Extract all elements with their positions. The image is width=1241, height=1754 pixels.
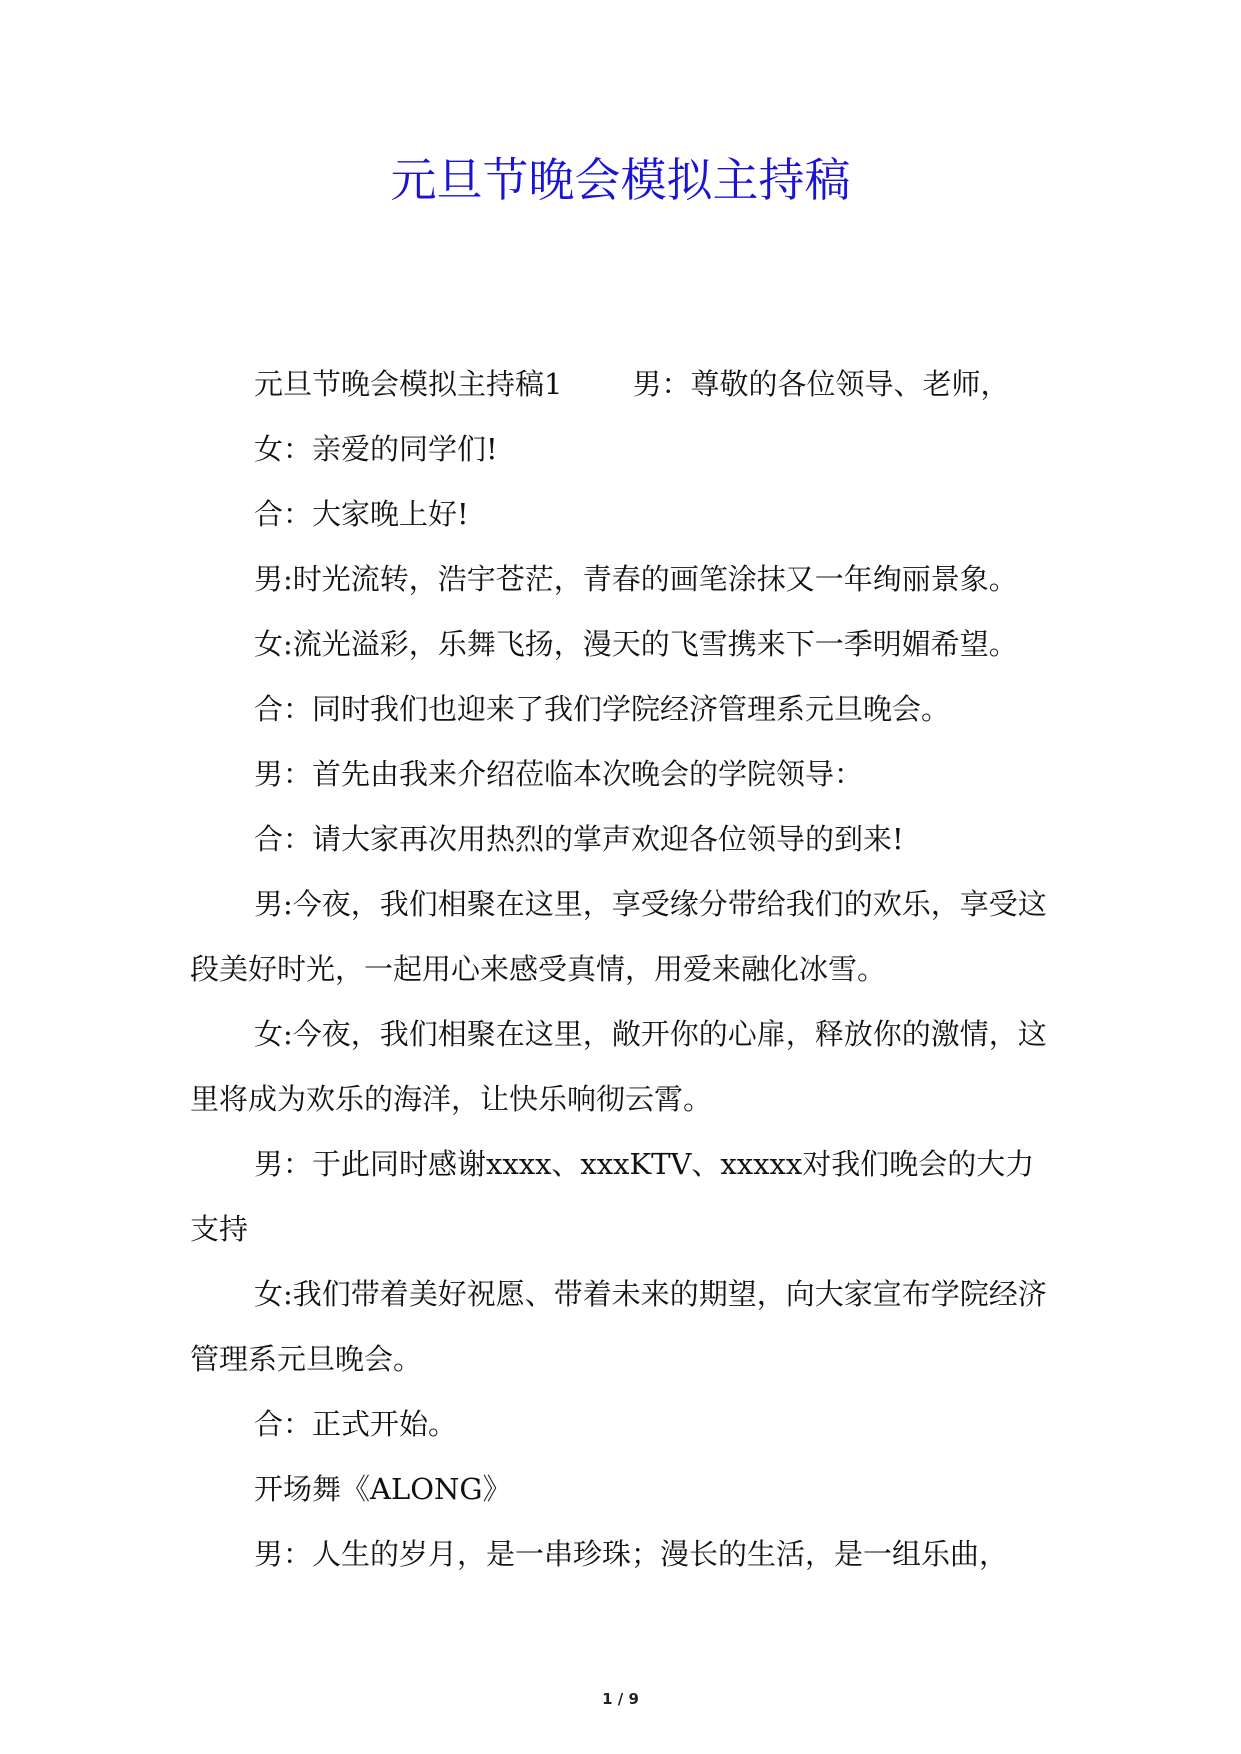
paragraph: 合：大家晚上好! [254, 497, 469, 531]
paragraph: 男：于此同时感谢xxxx、xxxKTV、xxxxx对我们晚会的大力支持 [190, 1147, 1035, 1246]
paragraph: 合：同时我们也迎来了我们学院经济管理系元旦晚会。 [254, 692, 951, 726]
paragraph: 男:时光流转，浩宇苍茫，青春的画笔涂抹又一年绚丽景象。 [254, 562, 1018, 596]
paragraph: 女:流光溢彩，乐舞飞扬，漫天的飞雪携来下一季明媚希望。 [254, 627, 1018, 661]
paragraph: 合：正式开始。 [254, 1407, 458, 1441]
paragraph: 男:今夜，我们相聚在这里，享受缘分带给我们的欢乐，享受这段美好时光，一起用心来感受真情，用爱来融化冰雪。 [190, 887, 1047, 986]
intro-greeting: 男：尊敬的各位领导、老师， [632, 367, 1010, 401]
paragraph: 女:今夜，我们相聚在这里，敞开你的心扉，释放你的激情，这里将成为欢乐的海洋，让快乐响彻云霄。 [190, 1017, 1047, 1116]
paragraph: 女:我们带着美好祝愿、带着未来的期望，向大家宣布学院经济管理系元旦晚会。 [190, 1277, 1047, 1376]
intro-heading: 元旦节晚会模拟主持稿1 [254, 367, 563, 401]
paragraph: 男：首先由我来介绍莅临本次晚会的学院领导： [254, 757, 864, 791]
paragraph-intro [190, 352, 1055, 417]
paragraph: 女：亲爱的同学们! [254, 432, 498, 466]
paragraph: 开场舞《ALONG》 [254, 1472, 512, 1506]
document-body [190, 352, 1055, 1587]
page-number: 1 / 9 [602, 1690, 639, 1708]
paragraph: 男：人生的岁月，是一串珍珠；漫长的生活，是一组乐曲， [254, 1537, 1009, 1571]
document-title: 元旦节晚会模拟主持稿 [390, 153, 851, 207]
paragraph: 合：请大家再次用热烈的掌声欢迎各位领导的到来! [254, 822, 904, 856]
